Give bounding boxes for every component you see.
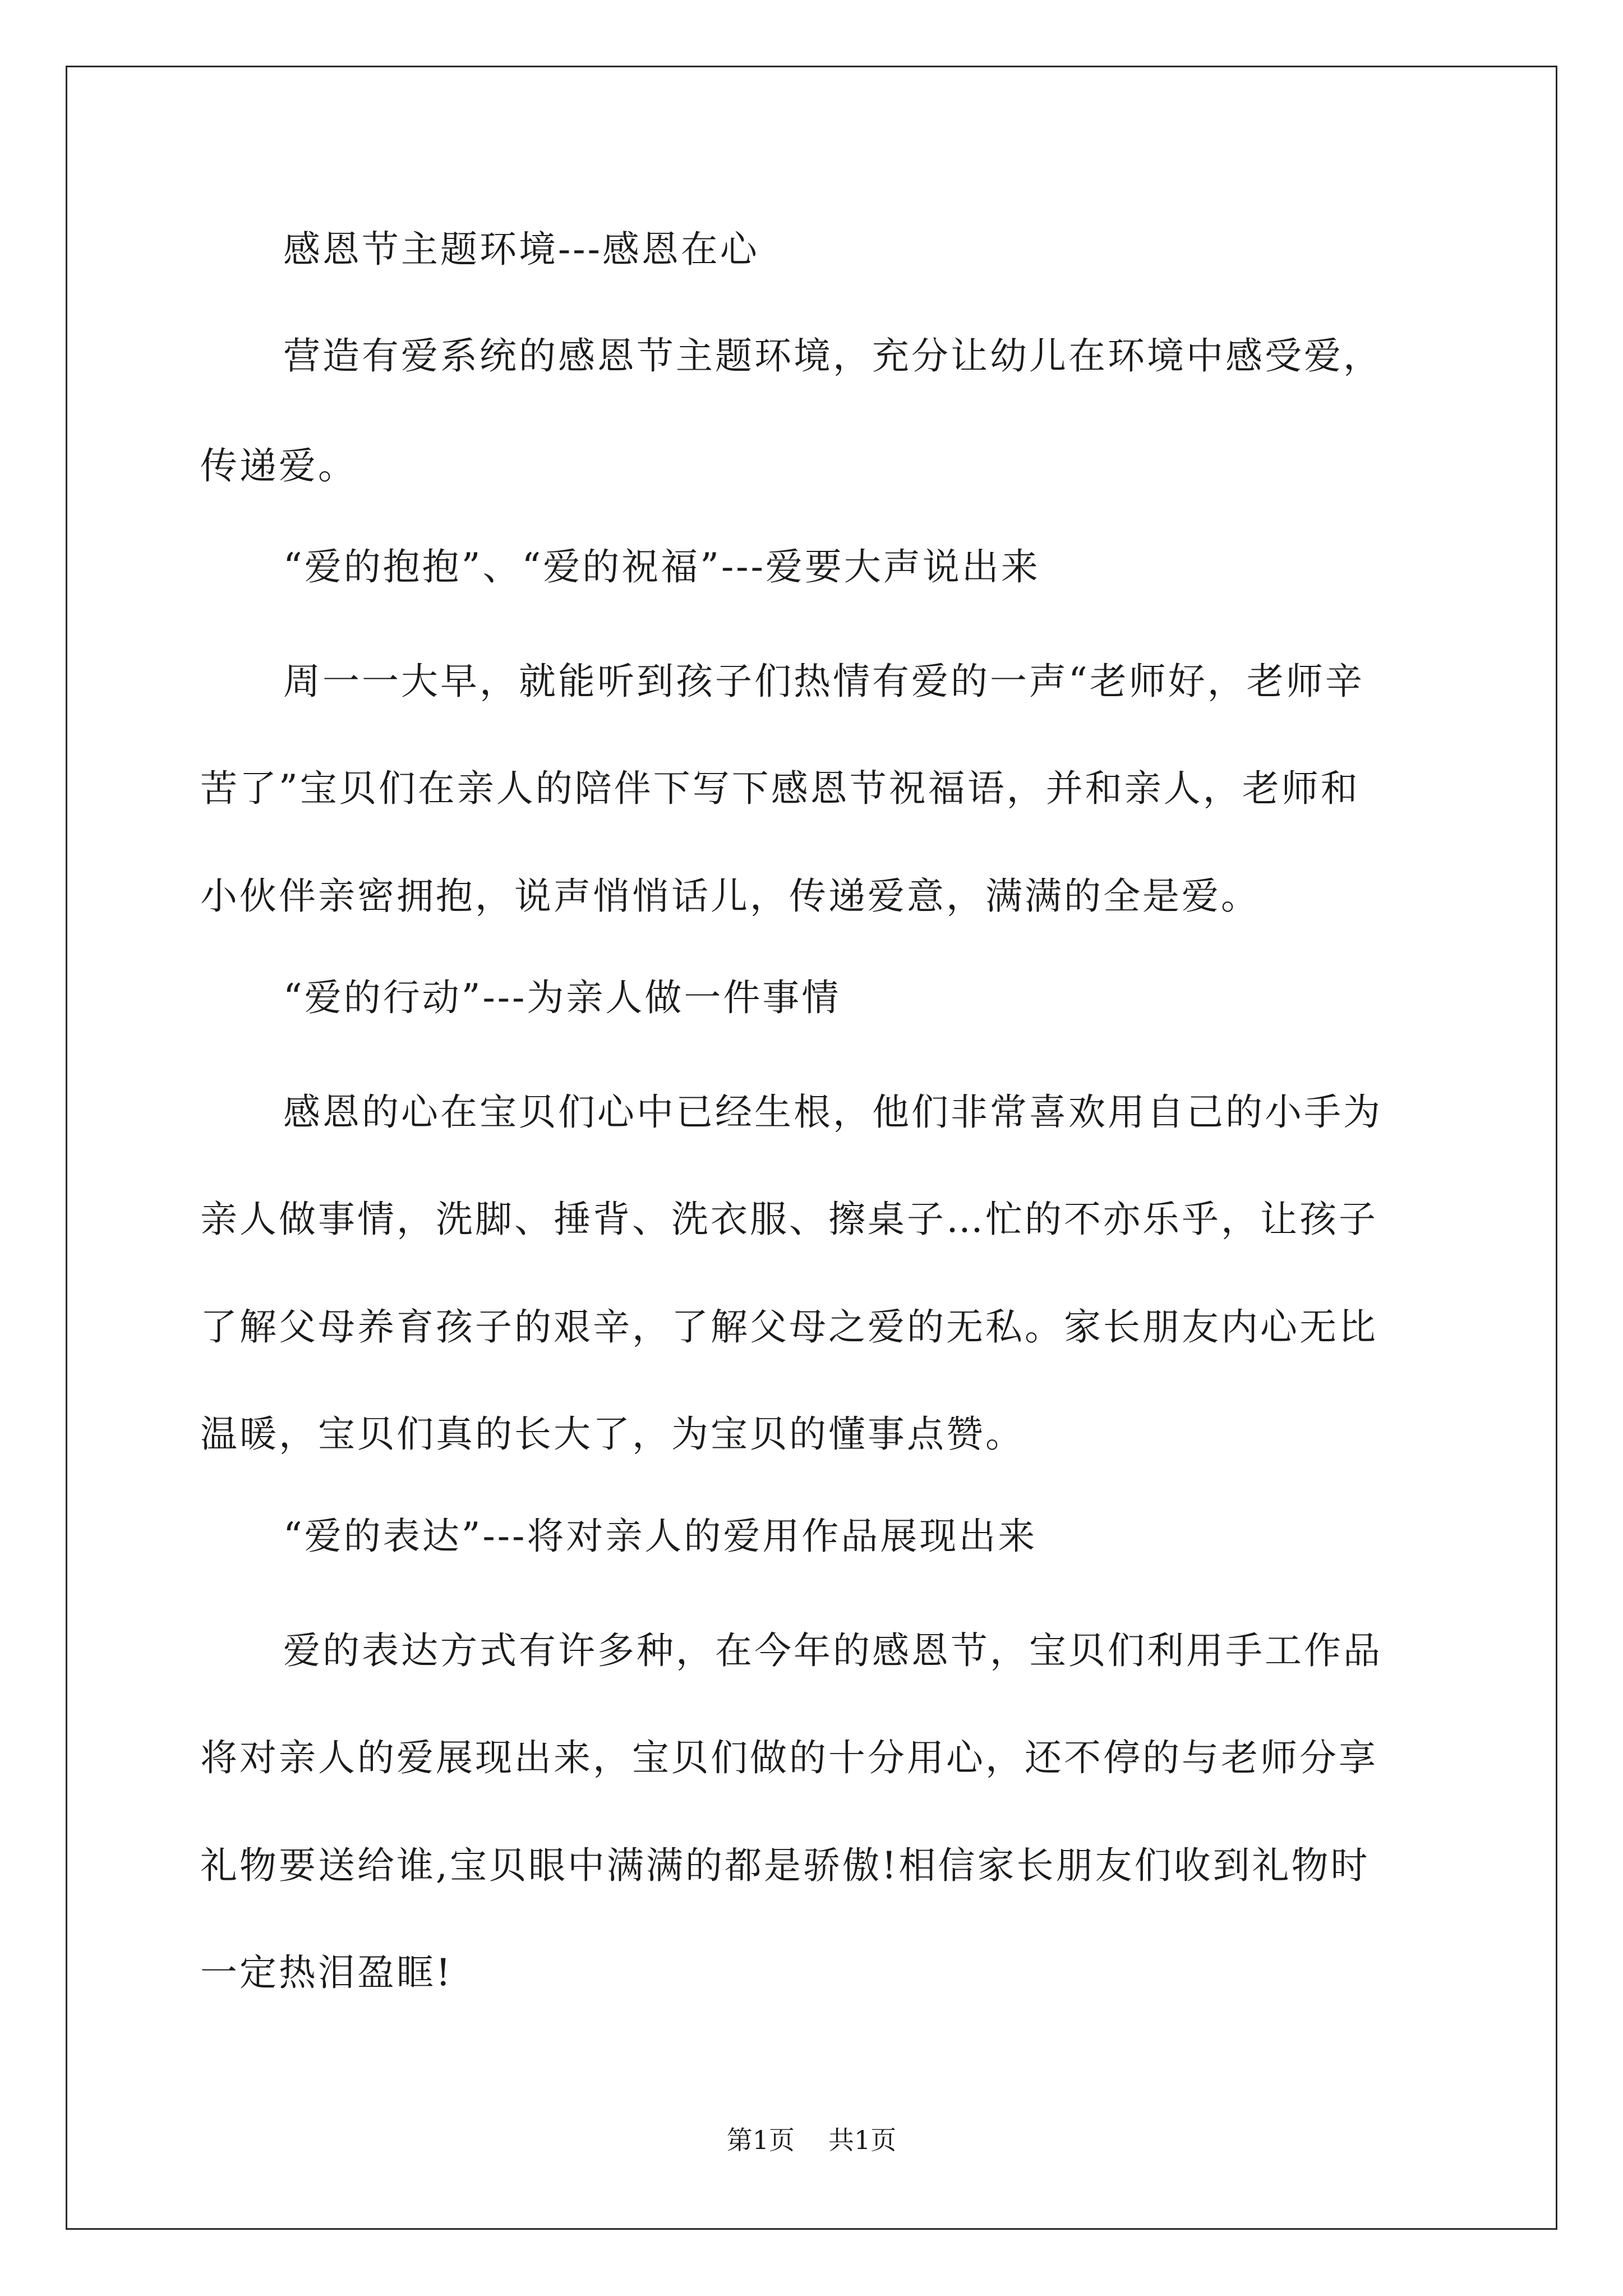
paragraph-2-line-1: 周一一大早，就能听到孩子们热情有爱的一声“老师好，老师辛 <box>283 660 1364 703</box>
page-number-total: 共1页 <box>828 2125 897 2155</box>
paragraph-4-line-2: 将对亲人的爱展现出来，宝贝们做的十分用心，还不停的与老师分享 <box>200 1736 1378 1779</box>
paragraph-1-line-2: 传递爱。 <box>200 444 357 487</box>
paragraph-4-line-4: 一定热泪盈眶! <box>200 1951 453 1994</box>
paragraph-2-line-3: 小伙伴亲密拥抱，说声悄悄话儿，传递爱意，满满的全是爱。 <box>200 875 1260 918</box>
heading-1: 感恩节主题环境---感恩在心 <box>283 228 759 271</box>
heading-4: “爱的表达”---将对亲人的爱用作品展现出来 <box>283 1515 1038 1558</box>
page-number-current: 第1页 <box>726 2125 795 2155</box>
paragraph-4-line-1: 爱的表达方式有许多种，在今年的感恩节，宝贝们利用手工作品 <box>283 1629 1382 1672</box>
paragraph-4-line-3: 礼物要送给谁,宝贝眼中满满的都是骄傲!相信家长朋友们收到礼物时 <box>200 1844 1370 1887</box>
page-footer <box>0 2127 1623 2153</box>
paragraph-3-line-1: 感恩的心在宝贝们心中已经生根，他们非常喜欢用自己的小手为 <box>283 1091 1382 1134</box>
heading-3: “爱的行动”---为亲人做一件事情 <box>283 976 841 1019</box>
page-border <box>66 66 1557 2230</box>
paragraph-1-line-1: 营造有爱系统的感恩节主题环境，充分让幼儿在环境中感受爱， <box>283 334 1382 378</box>
paragraph-2-line-2: 苦了”宝贝们在亲人的陪伴下写下感恩节祝福语，并和亲人，老师和 <box>200 767 1360 810</box>
heading-2: “爱的抱抱”、“爱的祝福”---爱要大声说出来 <box>283 545 1040 588</box>
paragraph-3-line-4: 温暖，宝贝们真的长大了，为宝贝的懂事点赞。 <box>200 1412 1025 1456</box>
paragraph-3-line-3: 了解父母养育孩子的艰辛，了解父母之爱的无私。家长朋友内心无比 <box>200 1305 1378 1349</box>
paragraph-3-line-2: 亲人做事情，洗脚、捶背、洗衣服、擦桌子…忙的不亦乐乎，让孩子 <box>200 1198 1378 1241</box>
